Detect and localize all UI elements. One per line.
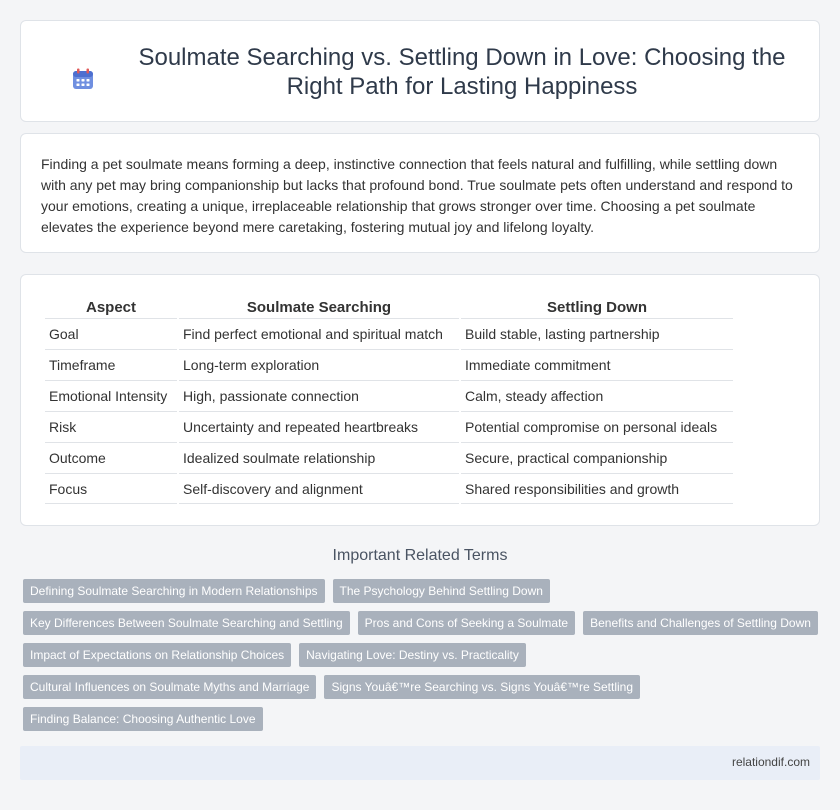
related-term-link[interactable]: Pros and Cons of Seeking a Soulmate: [358, 611, 575, 635]
related-term-link[interactable]: Signs Youâ€™re Searching vs. Signs Youâ€™re Settling: [324, 675, 640, 699]
table-cell: Self-discovery and alignment: [179, 473, 459, 504]
related-term-link[interactable]: Impact of Expectations on Relationship Choices: [23, 643, 291, 667]
related-terms-heading: Important Related Terms: [332, 547, 508, 564]
column-header-aspect: Aspect: [85, 298, 137, 316]
table-cell: Potential compromise on personal ideals: [461, 411, 733, 442]
table-cell: Shared responsibilities and growth: [461, 473, 733, 504]
table-cell: Long-term exploration: [179, 349, 459, 380]
table-row: [45, 349, 733, 380]
comparison-card: [20, 274, 820, 526]
related-term-link[interactable]: The Psychology Behind Settling Down: [333, 579, 550, 603]
site-name[interactable]: relationdif.com: [731, 755, 810, 769]
table-cell: Secure, practical companionship: [461, 442, 733, 473]
intro-paragraph: Finding a pet soulmate means forming a deep, instinctive connection that feels natural and fulfilling, while settling down with any pet may bring companionship but lacks that profound bond. True soulmate pets often understand and respond to your emotions, creating a unique, irreplaceable relationship that grows stronger over time. Choosing a pet soulmate elevates the experience beyond mere caretaking, fostering mutual joy and lifelong loyalty.: [41, 156, 793, 235]
related-term-link[interactable]: Navigating Love: Destiny vs. Practicality: [299, 643, 526, 667]
footer: [20, 746, 820, 780]
table-cell: Goal: [45, 318, 177, 349]
tag-row: [23, 707, 823, 731]
related-terms-list: [23, 579, 823, 739]
table-cell: Immediate commitment: [461, 349, 733, 380]
tag-row: [23, 643, 823, 667]
related-term-link[interactable]: Finding Balance: Choosing Authentic Love: [23, 707, 263, 731]
related-term-link[interactable]: Key Differences Between Soulmate Searching and Settling: [23, 611, 350, 635]
page-title: Soulmate Searching vs. Settling Down in Love: Choosing the Right Path for Lasting Happiness: [138, 44, 786, 100]
table-header-row: [45, 296, 733, 318]
table-cell: Timeframe: [45, 349, 177, 380]
tag-row: [23, 675, 823, 699]
table-cell: Uncertainty and repeated heartbreaks: [179, 411, 459, 442]
table-cell: Find perfect emotional and spiritual match: [179, 318, 459, 349]
table-row: [45, 380, 733, 411]
column-header-settling-down: Settling Down: [547, 298, 647, 316]
table-cell: Idealized soulmate relationship: [179, 442, 459, 473]
table-cell: Calm, steady affection: [461, 380, 733, 411]
table-row: [45, 442, 733, 473]
column-header-soulmate-searching: Soulmate Searching: [246, 298, 392, 316]
table-cell: Build stable, lasting partnership: [461, 318, 733, 349]
table-row: [45, 411, 733, 442]
related-term-link[interactable]: Benefits and Challenges of Settling Down: [583, 611, 818, 635]
table-row: [45, 473, 733, 504]
table-cell: Outcome: [45, 442, 177, 473]
table-cell: Emotional Intensity: [45, 380, 177, 411]
table-cell: Focus: [45, 473, 177, 504]
related-term-link[interactable]: Defining Soulmate Searching in Modern Relationships: [23, 579, 325, 603]
tag-row: [23, 579, 823, 603]
comparison-table: [43, 296, 735, 504]
title-card: [20, 20, 820, 122]
table-row: [45, 318, 733, 349]
table-cell: High, passionate connection: [179, 380, 459, 411]
table-cell: Risk: [45, 411, 177, 442]
tag-row: [23, 611, 823, 635]
related-term-link[interactable]: Cultural Influences on Soulmate Myths and Marriage: [23, 675, 316, 699]
intro-card: [20, 133, 820, 253]
